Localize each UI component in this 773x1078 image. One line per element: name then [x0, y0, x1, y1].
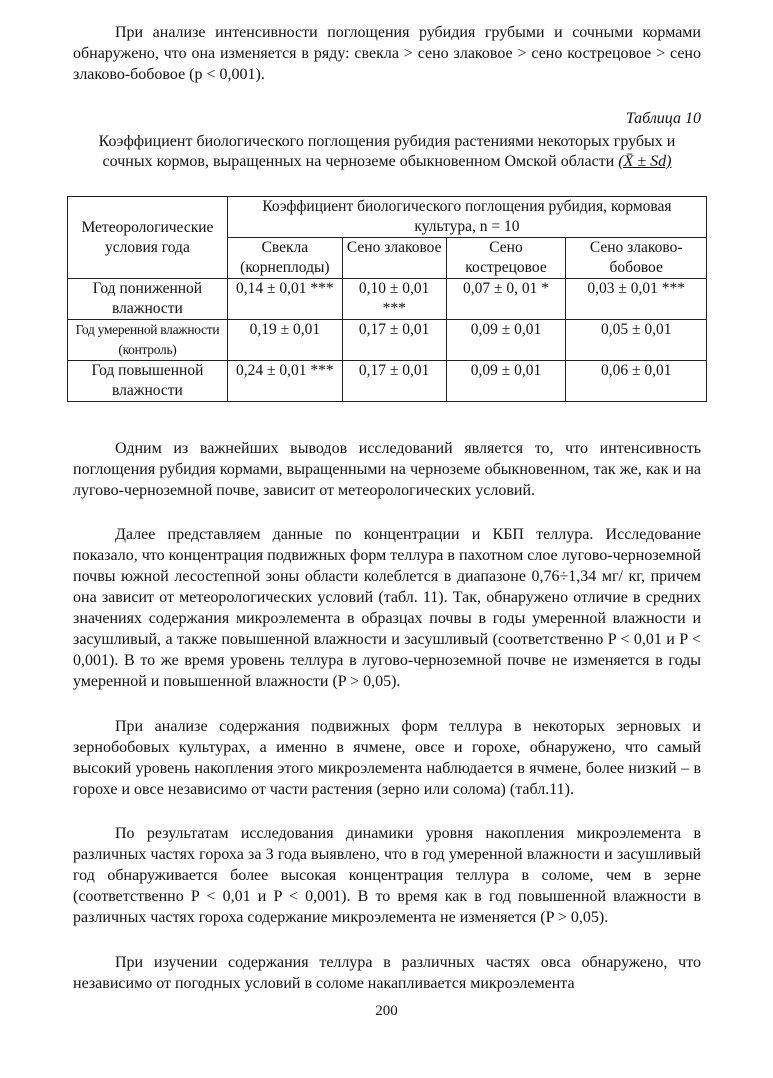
- paragraph-oats: При изучении содержания теллура в различных частях овса обнаружено, что независимо от погодных условий в соломе накапливается микроэлемента: [73, 954, 701, 992]
- page-number: 200: [375, 1003, 398, 1019]
- table-cell: 0,17 ± 0,01: [342, 320, 446, 361]
- table-cell: 0,07 ± 0, 01 *: [446, 279, 566, 320]
- table-cell: 0,06 ± 0,01: [566, 361, 707, 402]
- table-caption-stat: (X̄ ± Sd): [618, 153, 672, 170]
- header-grass-legume-hay: Сено злаково-бобовое: [566, 238, 707, 279]
- row-condition: Год умеренной влажности (контроль): [68, 320, 228, 361]
- header-brome-hay: Сено кострецовое: [446, 238, 566, 279]
- paragraph-pea-dynamics: По результатам исследования динамики уровня накопления микроэлемента в различных частях гороха за 3 года выявлено, что в год умеренной влажности и засушливый год обнаруживается более высокая концентрация теллура в соломе, чем в зерне (соответственно P < 0,01 и P < 0,001). В то время как в год повышенной влажности в различных частях гороха содержание микроэлемента не изменяется (P > 0,05).: [73, 825, 701, 926]
- table-row: [68, 361, 707, 402]
- table-row: [68, 279, 707, 320]
- paragraph-tellurium-soil: Далее представляем данные по концентрации и КБП теллура. Исследование показало, что концентрация подвижных форм теллура в пахотном слое лугово-черноземной почвы южной лесостепной зоны области колеблется в диапазоне 0,76÷1,34 мг/ кг, причем она зависит от метеорологических условий (табл. 11). Так, обнаружено отличие в средних значениях содержания микроэлемента в образцах почвы в годы умеренной влажности и засушливый, а также повышенной влажности и засушливый (соответственно P < 0,01 и P < 0,001). В то же время уровень теллура в лугово-черноземной почве не изменяется в годы умеренной и повышенной влажности (P > 0,05).: [73, 526, 701, 690]
- header-conditions: Метеорологические условия года: [68, 197, 228, 279]
- table-header-row: [68, 197, 707, 238]
- table-cell: 0,14 ± 0,01 ***: [227, 279, 342, 320]
- header-beet: Свекла (корнеплоды): [227, 238, 342, 279]
- paragraph-conclusion: Одним из важнейших выводов исследований является то, что интенсивность поглощения рубидия кормами, выращенными на черноземе обыкновенном, так же, как и на лугово-черноземной почве, зависит от метеорологических условий.: [73, 440, 701, 499]
- paragraph-tellurium-crops: При анализе содержания подвижных форм теллура в некоторых зерновых и зернобобовых культурах, а именно в ячмене, овсе и горохе, обнаружено, что самый высокий уровень накопления этого микроэлемента наблюдается в ячмене, более низкий – в горохе и овсе независимо от части растения (зерно или солома) (табл.11).: [73, 718, 701, 798]
- table-caption: [73, 132, 701, 172]
- table-cell: 0,09 ± 0,01: [446, 361, 566, 402]
- row-condition: Год повышенной влажности: [68, 361, 228, 402]
- paragraph-rubidium-series: При анализе интенсивности поглощения рубидия грубыми и сочными кормами обнаружено, что она изменяется в ряду: свекла > сено злаковое > сено кострецовое > сено злаково-бобовое (p < 0,001).: [73, 24, 701, 83]
- table-cell: 0,05 ± 0,01: [566, 320, 707, 361]
- table-cell: 0,19 ± 0,01: [227, 320, 342, 361]
- table-cell: 0,09 ± 0,01: [446, 320, 566, 361]
- row-condition: Год пониженной влажности: [68, 279, 228, 320]
- table-row: [68, 320, 707, 361]
- table-caption-main: Коэффициент биологического поглощения рубидия растениями некоторых грубых и сочных кормов, выращенных на черноземе обыкновенном Омской области: [98, 133, 676, 170]
- header-group: Коэффициент биологического поглощения рубидия, кормовая культура, n = 10: [227, 197, 706, 238]
- table-cell: 0,24 ± 0,01 ***: [227, 361, 342, 402]
- rubidium-coefficient-table: [67, 196, 707, 402]
- table-cell: 0,03 ± 0,01 ***: [566, 279, 707, 320]
- header-grass-hay: Сено злаковое: [342, 238, 446, 279]
- table-label: Таблица 10: [625, 110, 701, 127]
- table-cell: 0,10 ± 0,01 ***: [342, 279, 446, 320]
- table-cell: 0,17 ± 0,01: [342, 361, 446, 402]
